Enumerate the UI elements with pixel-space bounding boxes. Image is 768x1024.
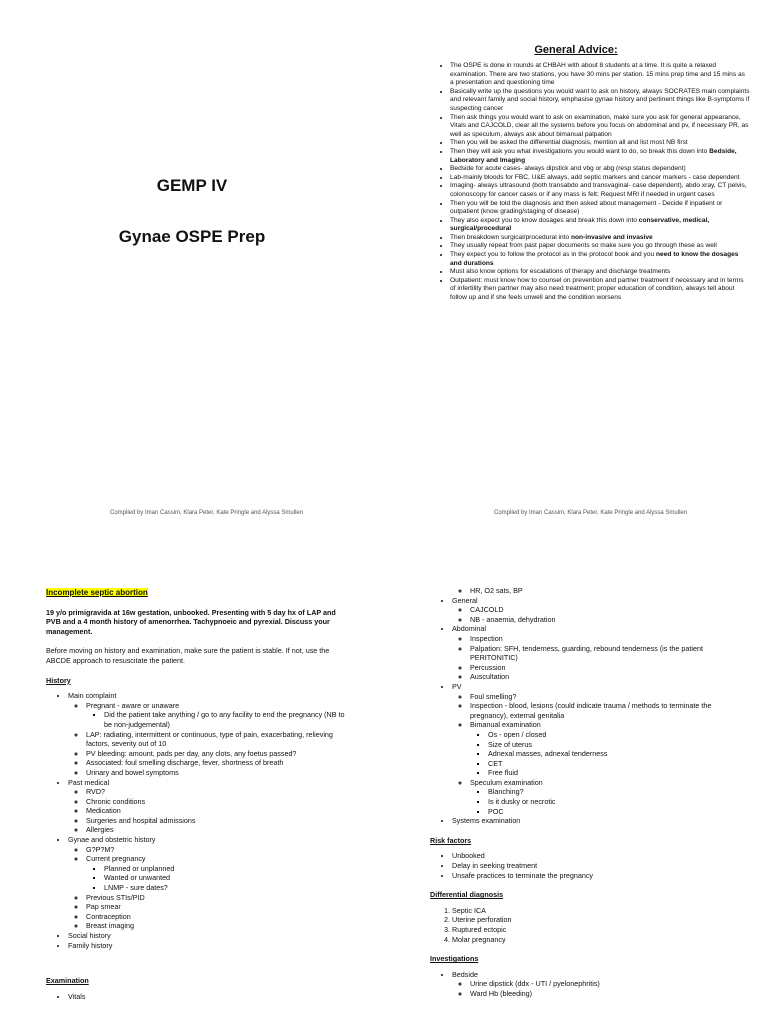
- list-item: • Gynae and obstetric history ◦ G?P?M? ◦ Current pregnancy ▪ Planned or unplanned ▪ Wanted or unwanted ▪ LNMP - sure dates? ◦ Previous STIs/PID ◦ Pap smear ◦ Contraception ◦ Breast imaging: [68, 835, 346, 931]
- list-item: ▪ POC: [488, 807, 740, 817]
- advice-item: • Must also know options for escalations of therapy and discharge treatments: [450, 268, 750, 277]
- list-item: ◦ Medication: [86, 806, 346, 816]
- list-item: • Unbooked: [452, 851, 740, 861]
- list-item: ◦ Auscultation: [470, 672, 740, 682]
- list-item: ▪ CET: [488, 759, 740, 769]
- continued-page: [384, 560, 768, 1024]
- advice-item: • Outpatient: must know how to counsel on prevention and partner treatment if necessary and in terms of infertility then partner may also need treatment; proper education of condition, always tell about follow up and if she feels unwell and the condition worsens: [450, 277, 750, 303]
- list-item: • Systems examination: [452, 816, 740, 826]
- list-item: ◦ Chronic conditions: [86, 797, 346, 807]
- list-item: ◦ Previous STIs/PID: [86, 893, 346, 903]
- section-heading-history: History: [46, 675, 71, 685]
- advice-item: • The OSPE is done in rounds at CHBAH with about 8 students at a time. It is quite a relaxed examination. There are two stations, you have 30 mins per station. 15 mins prep time and 15 mins as a presentation and questioning time: [450, 62, 750, 88]
- list-item: ◦ Inspection: [470, 634, 740, 644]
- advice-list: [436, 62, 750, 303]
- advice-item: • Imaging- always ultrasound (both transabdo and transvaginal- case dependent), abdo xray, CT pelvis, colonoscopy for cancer cases or if any mass is felt; Request MRI if needed in urgent cases: [450, 182, 750, 199]
- advice-item: • Then breakdown surgical/procedural into non-invasive and invasive: [450, 234, 750, 243]
- list-item: ◦ Inspection - blood, lesions (could indicate trauma / methods to terminate the pregnancy), external genitalia: [470, 701, 740, 720]
- list-item: ◦ Foul smelling?: [470, 692, 740, 702]
- advice-item: • They also expect you to know dosages and break this down into conservative, medical, surgical/procedural: [450, 217, 750, 234]
- section-heading-examination: Examination: [46, 976, 89, 986]
- list-item: ◦ CAJCOLD: [470, 605, 740, 615]
- list-item: ◦ Speculum examination ▪ Blanching? ▪ Is it dusky or necrotic ▪ POC: [470, 778, 740, 816]
- list-item: ◦ Associated: foul smelling discharge, fever, shortness of breath: [86, 758, 346, 768]
- list-item: ◦ Pregnant - aware or unaware ▪ Did the patient take anything / go to any facility to end the pregnancy (NB to be non-judgemental): [86, 701, 346, 730]
- list-item: ◦ Breast imaging: [86, 921, 346, 931]
- list-item: ▪ Is it dusky or necrotic: [488, 797, 740, 807]
- list-item: • General ◦ CAJCOLD ◦ NB - anaemia, dehydration: [452, 596, 740, 625]
- case-description: 19 y/o primigravida at 16w gestation, unbooked. Presenting with 5 day hx of LAP and PVB and a 4 month history of amenorrhea. Tachypnoeic and pyrexial. Discuss your management.: [46, 607, 336, 636]
- list-item: • Unsafe practices to terminate the pregnancy: [452, 871, 740, 881]
- title-page: [0, 0, 384, 540]
- advice-page: [384, 0, 768, 540]
- list-item: ▪ Blanching?: [488, 787, 740, 797]
- list-item: ◦ Palpation: SFH, tenderness, guarding, rebound tenderness (is the patient PERITONITIC): [470, 644, 740, 663]
- list-item: ◦ Current pregnancy ▪ Planned or unplanned ▪ Wanted or unwanted ▪ LNMP - sure dates?: [86, 854, 346, 892]
- doc-title: GEMP IV: [156, 176, 228, 195]
- advice-heading: General Advice:: [534, 44, 618, 56]
- list-item: ◦ Bimanual examination ▪ Os - open / closed ▪ Size of uterus ▪ Adnexal masses, adnexal tenderness ▪ CET ▪ Free fluid: [470, 720, 740, 778]
- page-footer: Compiled by Iman Cassim, Klara Peter, Kate Pringle and Alyssa Smullen: [494, 510, 688, 516]
- list-item: ▪ Wanted or unwanted: [104, 873, 346, 883]
- list-item: ◦ Pap smear: [86, 902, 346, 912]
- advice-item: • Then ask things you would want to ask on examination, make sure you ask for general appearance, Vitals and CAJCOLD, clear all the systems before you focus on abdominal and pv, if necessary PR, as well as speculum, always ask about bimanual palpation: [450, 114, 750, 140]
- list-item: ▪ LNMP - sure dates?: [104, 883, 346, 893]
- advice-item: • Lab-mainly bloods for FBC, U&E always, add septic markers and cancer markers - case dependent: [450, 174, 750, 183]
- list-item: ▪ Size of uterus: [488, 740, 740, 750]
- list-item: ◦ NB - anaemia, dehydration: [470, 615, 740, 625]
- list-item: • Bedside ◦ Urine dipstick (ddx - UTI / pyelonephritis) ◦ Ward Hb (bleeding): [452, 970, 740, 999]
- list-item: • Family history: [68, 941, 346, 951]
- advice-item: • Basically write up the questions you would want to ask on history, always SOCRATES main complaints and relevant family and social history, emphasise gynae history and pertinent things like B-symptoms if suspecting cancer: [450, 88, 750, 114]
- list-item: 1. Septic ICA: [452, 906, 740, 916]
- list-item: • Social history: [68, 931, 346, 941]
- list-item: ◦ PV bleeding: amount, pads per day, any clots, any foetus passed?: [86, 749, 346, 759]
- advice-item: • Then they will ask you what investigations you would want to do, so break this down into Bedside, Laboratory and Imaging: [450, 148, 750, 165]
- section-heading-risk-factors: Risk factors: [430, 835, 472, 845]
- case-title: Incomplete septic abortion: [46, 588, 148, 597]
- list-item: • Vitals: [68, 992, 346, 1002]
- list-item: ▪ Free fluid: [488, 768, 740, 778]
- list-item: ◦ RVD?: [86, 787, 346, 797]
- list-item: 4. Molar pregnancy: [452, 935, 740, 945]
- list-item: • Delay in seeking treatment: [452, 861, 740, 871]
- advice-item: • Then you will be told the diagnosis and then asked about management - Decide if inpatient or outpatient (know grading/staging of disease): [450, 200, 750, 217]
- case-page: [0, 560, 384, 1024]
- list-item: ◦ Urine dipstick (ddx - UTI / pyelonephritis): [470, 979, 740, 989]
- list-item: ▪ Adnexal masses, adnexal tenderness: [488, 749, 740, 759]
- list-item: • Main complaint ◦ Pregnant - aware or unaware ▪ Did the patient take anything / go to any facility to end the pregnancy (NB to be non-judgemental) ◦ LAP: radiating, intermittent or continuous, type of pain, exacerbating, relieving factors, severity out of 10 ◦ PV bleeding: amount, pads per day, any clots, any foetus passed? ◦ Associated: foul smelling discharge, fever, shortness of breath ◦ Urinary and bowel symptoms: [68, 691, 346, 777]
- advice-item: • Then you will be asked the differential diagnosis, mention all and list most NB first: [450, 139, 750, 148]
- advice-item: • They expect you to follow the protocol as in the protocol book and you need to know the dosages and durations: [450, 251, 750, 268]
- list-item: • Abdominal ◦ Inspection ◦ Palpation: SFH, tenderness, guarding, rebound tenderness (is the patient PERITONITIC) ◦ Percussion ◦ Auscultation: [452, 624, 740, 682]
- list-item: ◦ Ward Hb (bleeding): [470, 989, 740, 999]
- list-item: ◦ LAP: radiating, intermittent or continuous, type of pain, exacerbating, relieving factors, severity out of 10: [86, 730, 346, 749]
- section-heading-investigations: Investigations: [430, 954, 479, 964]
- advice-item: • They usually repeat from past paper documents so make sure you go through these as well: [450, 242, 750, 251]
- list-item: ◦ Urinary and bowel symptoms: [86, 768, 346, 778]
- advice-item: • Bedside for acute cases- always dipstick and vbg or abg (resp status dependent): [450, 165, 750, 174]
- page-footer: Compiled by Iman Cassim, Klara Peter, Kate Pringle and Alyssa Smullen: [110, 510, 304, 516]
- list-item: ◦ Percussion: [470, 663, 740, 673]
- doc-subtitle: Gynae OSPE Prep: [118, 227, 266, 246]
- list-item: ◦ HR, O2 sats, BP: [470, 586, 740, 596]
- list-item: ◦ Surgeries and hospital admissions: [86, 816, 346, 826]
- list-item: 3. Ruptured ectopic: [452, 925, 740, 935]
- list-item: • PV ◦ Foul smelling? ◦ Inspection - blood, lesions (could indicate trauma / methods to terminate the pregnancy), external genitalia ◦ Bimanual examination ▪ Os - open / closed ▪ Size of uterus ▪ Adnexal masses, adnexal tenderness ▪ CET ▪ Free fluid ◦ Speculum examination ▪ Blanching? ▪ Is it dusky or necrotic ▪ POC: [452, 682, 740, 816]
- list-item: ▪ Planned or unplanned: [104, 864, 346, 874]
- intro-text: Before moving on history and examination, make sure the patient is stable. If not, use the ABCDE approach to resuscitate the patient.: [46, 646, 330, 665]
- list-item: ◦ Contraception: [86, 912, 346, 922]
- list-item: • Past medical ◦ RVD? ◦ Chronic conditions ◦ Medication ◦ Surgeries and hospital admissions ◦ Allergies: [68, 778, 346, 836]
- list-item: ▪ Os - open / closed: [488, 730, 740, 740]
- section-heading-differential: Differential diagnosis: [430, 890, 504, 900]
- list-item: ◦ G?P?M?: [86, 845, 346, 855]
- list-item: 2. Uterine perforation: [452, 915, 740, 925]
- list-item: ▪ Did the patient take anything / go to any facility to end the pregnancy (NB to be non-judgemental): [104, 710, 346, 729]
- list-item: ◦ Allergies: [86, 825, 346, 835]
